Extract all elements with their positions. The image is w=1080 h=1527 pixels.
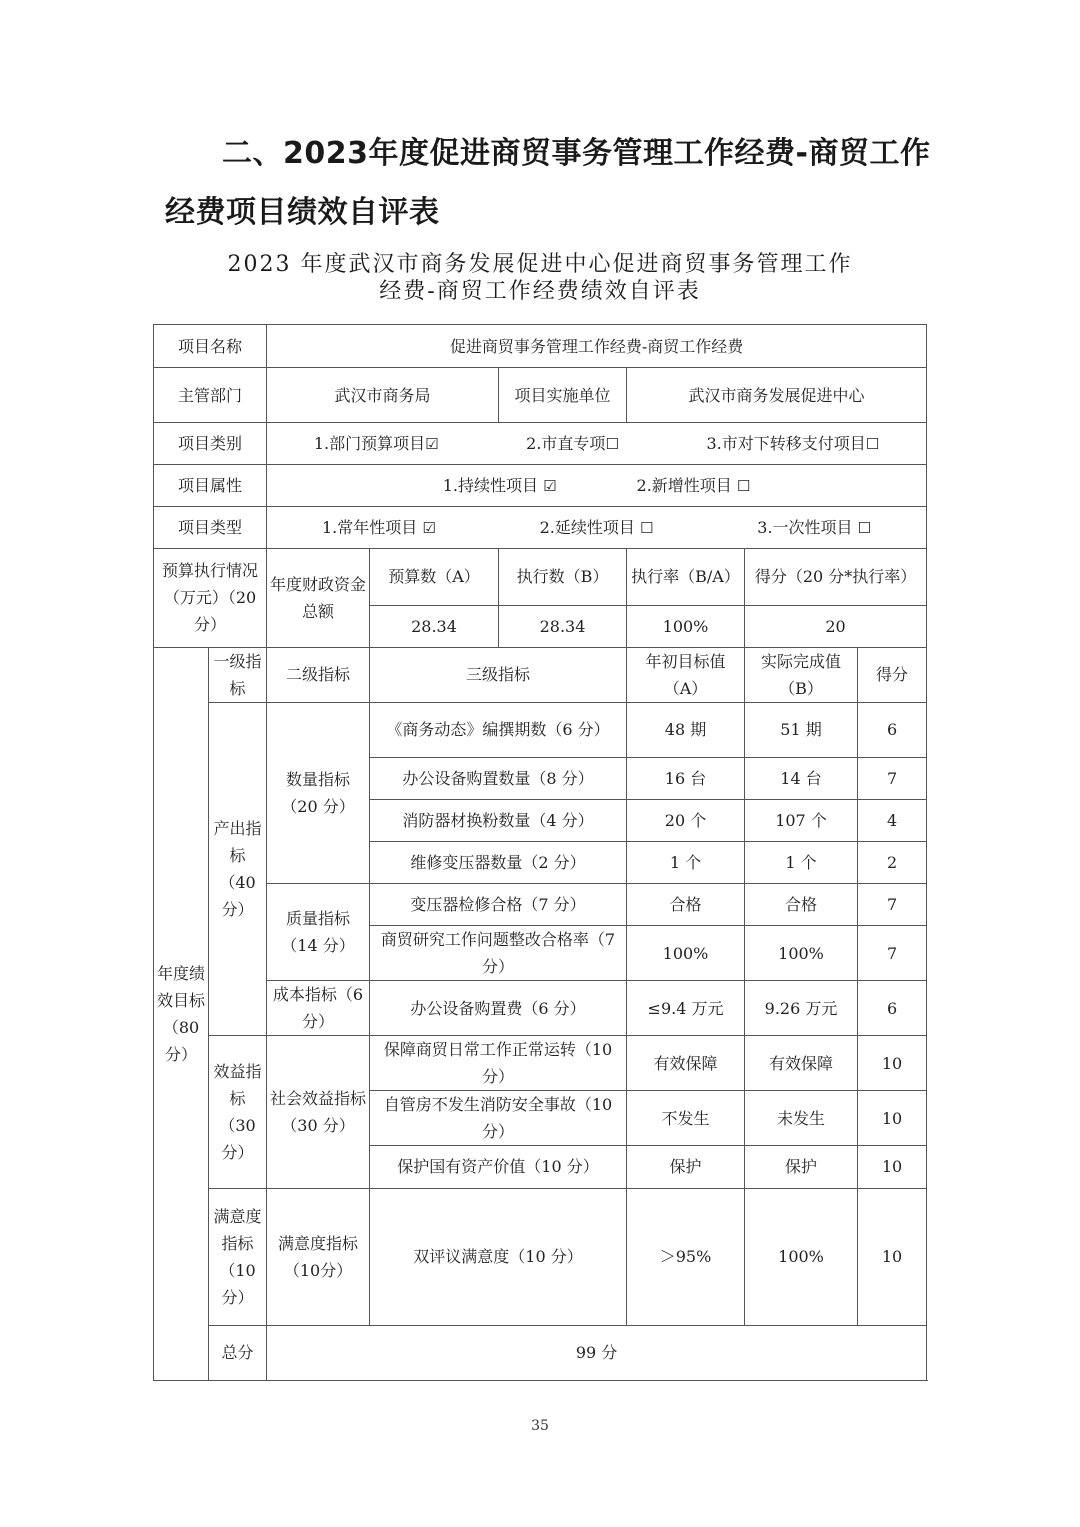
indicator-target: 有效保障: [627, 1036, 745, 1091]
dept-label: 主管部门: [154, 368, 267, 423]
type-options: [267, 507, 927, 549]
output-indicator-label: 产出指标（40分）: [209, 702, 267, 1036]
unchecked-box-icon: ☐: [639, 518, 654, 537]
indicator-actual: 51 期: [745, 702, 858, 757]
attribute-label: 项目属性: [154, 465, 267, 507]
satisfaction-level2-label: 满意度指标（10分）: [267, 1188, 370, 1325]
category-option-transfer: 3.市对下转移支付项目☐: [706, 433, 880, 453]
unchecked-box-icon: ☐: [857, 518, 872, 537]
indicator-score: 10: [858, 1036, 927, 1091]
type-option-annual: 1.常年性项目 ☑: [321, 517, 436, 537]
col-header-target: 年初目标值（A）: [627, 647, 745, 702]
indicator-name: 保护国有资产价值（10 分）: [370, 1146, 627, 1188]
project-name-value: 促进商贸事务管理工作经费-商贸工作经费: [267, 325, 927, 368]
indicator-actual: 100%: [745, 926, 858, 981]
type-label: 项目类型: [154, 507, 267, 549]
indicator-score: 7: [858, 757, 927, 799]
indicator-score: 7: [858, 926, 927, 981]
budget-score-value: 20: [745, 605, 927, 647]
indicator-name: 办公设备购置数量（8 分）: [370, 757, 627, 799]
indicator-target: 合格: [627, 884, 745, 926]
page-number: 35: [531, 1418, 549, 1434]
budget-rate-label: 执行率（B/A）: [627, 549, 745, 605]
budget-score-label: 得分（20 分*执行率）: [745, 549, 927, 605]
checked-box-icon: ☑: [543, 476, 557, 495]
indicator-score: 10: [858, 1146, 927, 1188]
indicator-target: 20 个: [627, 799, 745, 841]
col-header-actual: 实际完成值（B）: [745, 647, 858, 702]
benefit-indicator-label: 效益指标（30分）: [209, 1036, 267, 1188]
indicator-actual: 保护: [745, 1146, 858, 1188]
total-score-label: 总分: [209, 1325, 267, 1380]
col-header-level3: 三级指标: [370, 647, 627, 702]
unchecked-box-icon: ☐: [605, 434, 619, 453]
indicator-target: 16 台: [627, 757, 745, 799]
cost-indicator-label: 成本指标（6 分）: [267, 981, 370, 1036]
unchecked-box-icon: ☐: [865, 434, 880, 453]
budget-total-label: 年度财政资金总额: [267, 549, 370, 647]
budget-section-label: 预算执行情况（万元）（20 分）: [154, 549, 267, 647]
indicator-score: 6: [858, 702, 927, 757]
indicator-name: 双评议满意度（10 分）: [370, 1188, 627, 1325]
checked-box-icon: ☑: [422, 518, 436, 537]
indicator-actual: 未发生: [745, 1091, 858, 1146]
budget-exec-label: 执行数（B）: [499, 549, 627, 605]
indicator-target: ≤9.4 万元: [627, 981, 745, 1036]
type-option-extended: 2.延续性项目 ☐: [539, 517, 654, 537]
indicator-actual: 有效保障: [745, 1036, 858, 1091]
budget-plan-value: 28.34: [370, 605, 499, 647]
unit-value: 武汉市商务发展促进中心: [627, 368, 927, 423]
indicator-score: 10: [858, 1188, 927, 1325]
indicator-name: 消防器材换粉数量（4 分）: [370, 799, 627, 841]
indicator-actual: 9.26 万元: [745, 981, 858, 1036]
unit-label: 项目实施单位: [499, 368, 627, 423]
project-name-label: 项目名称: [154, 325, 267, 368]
satisfaction-indicator-label: 满意度指标（10分）: [209, 1188, 267, 1325]
indicator-actual: 107 个: [745, 799, 858, 841]
indicator-actual: 1 个: [745, 841, 858, 883]
indicator-name: 办公设备购置费（6 分）: [370, 981, 627, 1036]
attribute-option-new: 2.新增性项目 ☐: [636, 475, 751, 495]
indicator-name: 商贸研究工作问题整改合格率（7 分）: [370, 926, 627, 981]
indicator-target: ＞95%: [627, 1188, 745, 1325]
category-option-city-special: 2.市直专项☐: [526, 433, 619, 453]
indicator-actual: 14 台: [745, 757, 858, 799]
quantity-indicator-label: 数量指标（20 分）: [267, 702, 370, 883]
dept-value: 武汉市商务局: [267, 368, 499, 423]
indicator-score: 7: [858, 884, 927, 926]
indicator-name: 自管房不发生消防安全事故（10 分）: [370, 1091, 627, 1146]
indicator-score: 2: [858, 841, 927, 883]
category-options: [267, 423, 927, 465]
indicator-name: 保障商贸日常工作正常运转（10 分）: [370, 1036, 627, 1091]
section-heading-line2: 经费项目绩效自评表: [165, 195, 440, 230]
category-label: 项目类别: [154, 423, 267, 465]
indicator-name: 《商务动态》编撰期数（6 分）: [370, 702, 627, 757]
indicator-target: 不发生: [627, 1091, 745, 1146]
section-heading-line1: 二、2023年度促进商贸事务管理工作经费-商贸工作: [222, 136, 931, 171]
perf-goals-label: 年度绩效目标（80分）: [154, 647, 209, 1380]
indicator-target: 保护: [627, 1146, 745, 1188]
indicator-target: 48 期: [627, 702, 745, 757]
budget-exec-value: 28.34: [499, 605, 627, 647]
social-benefit-label: 社会效益指标（30 分）: [267, 1036, 370, 1188]
indicator-target: 1 个: [627, 841, 745, 883]
col-header-score: 得分: [858, 647, 927, 702]
checked-box-icon: ☑: [425, 434, 439, 453]
table-title-line2: 经费-商贸工作经费绩效自评表: [379, 279, 701, 304]
indicator-score: 4: [858, 799, 927, 841]
quality-indicator-label: 质量指标（14 分）: [267, 884, 370, 981]
indicator-score: 6: [858, 981, 927, 1036]
category-option-dept-budget: 1.部门预算项目☑: [313, 433, 439, 453]
indicator-actual: 合格: [745, 884, 858, 926]
table-title-line1: 2023 年度武汉市商务发展促进中心促进商贸事务管理工作: [227, 252, 853, 277]
attribute-option-continuing: 1.持续性项目 ☑: [442, 475, 557, 495]
indicator-target: 100%: [627, 926, 745, 981]
indicator-name: 变压器检修合格（7 分）: [370, 884, 627, 926]
budget-rate-value: 100%: [627, 605, 745, 647]
unchecked-box-icon: ☐: [736, 476, 751, 495]
indicator-score: 10: [858, 1091, 927, 1146]
col-header-level2: 二级指标: [267, 647, 370, 702]
self-evaluation-table: [153, 324, 927, 1381]
budget-plan-label: 预算数（A）: [370, 549, 499, 605]
type-option-one-time: 3.一次性项目 ☐: [757, 517, 872, 537]
col-header-level1: 一级指标: [209, 647, 267, 702]
indicator-actual: 100%: [745, 1188, 858, 1325]
indicator-name: 维修变压器数量（2 分）: [370, 841, 627, 883]
total-score-value: 99 分: [267, 1325, 927, 1380]
attribute-options: [267, 465, 927, 507]
